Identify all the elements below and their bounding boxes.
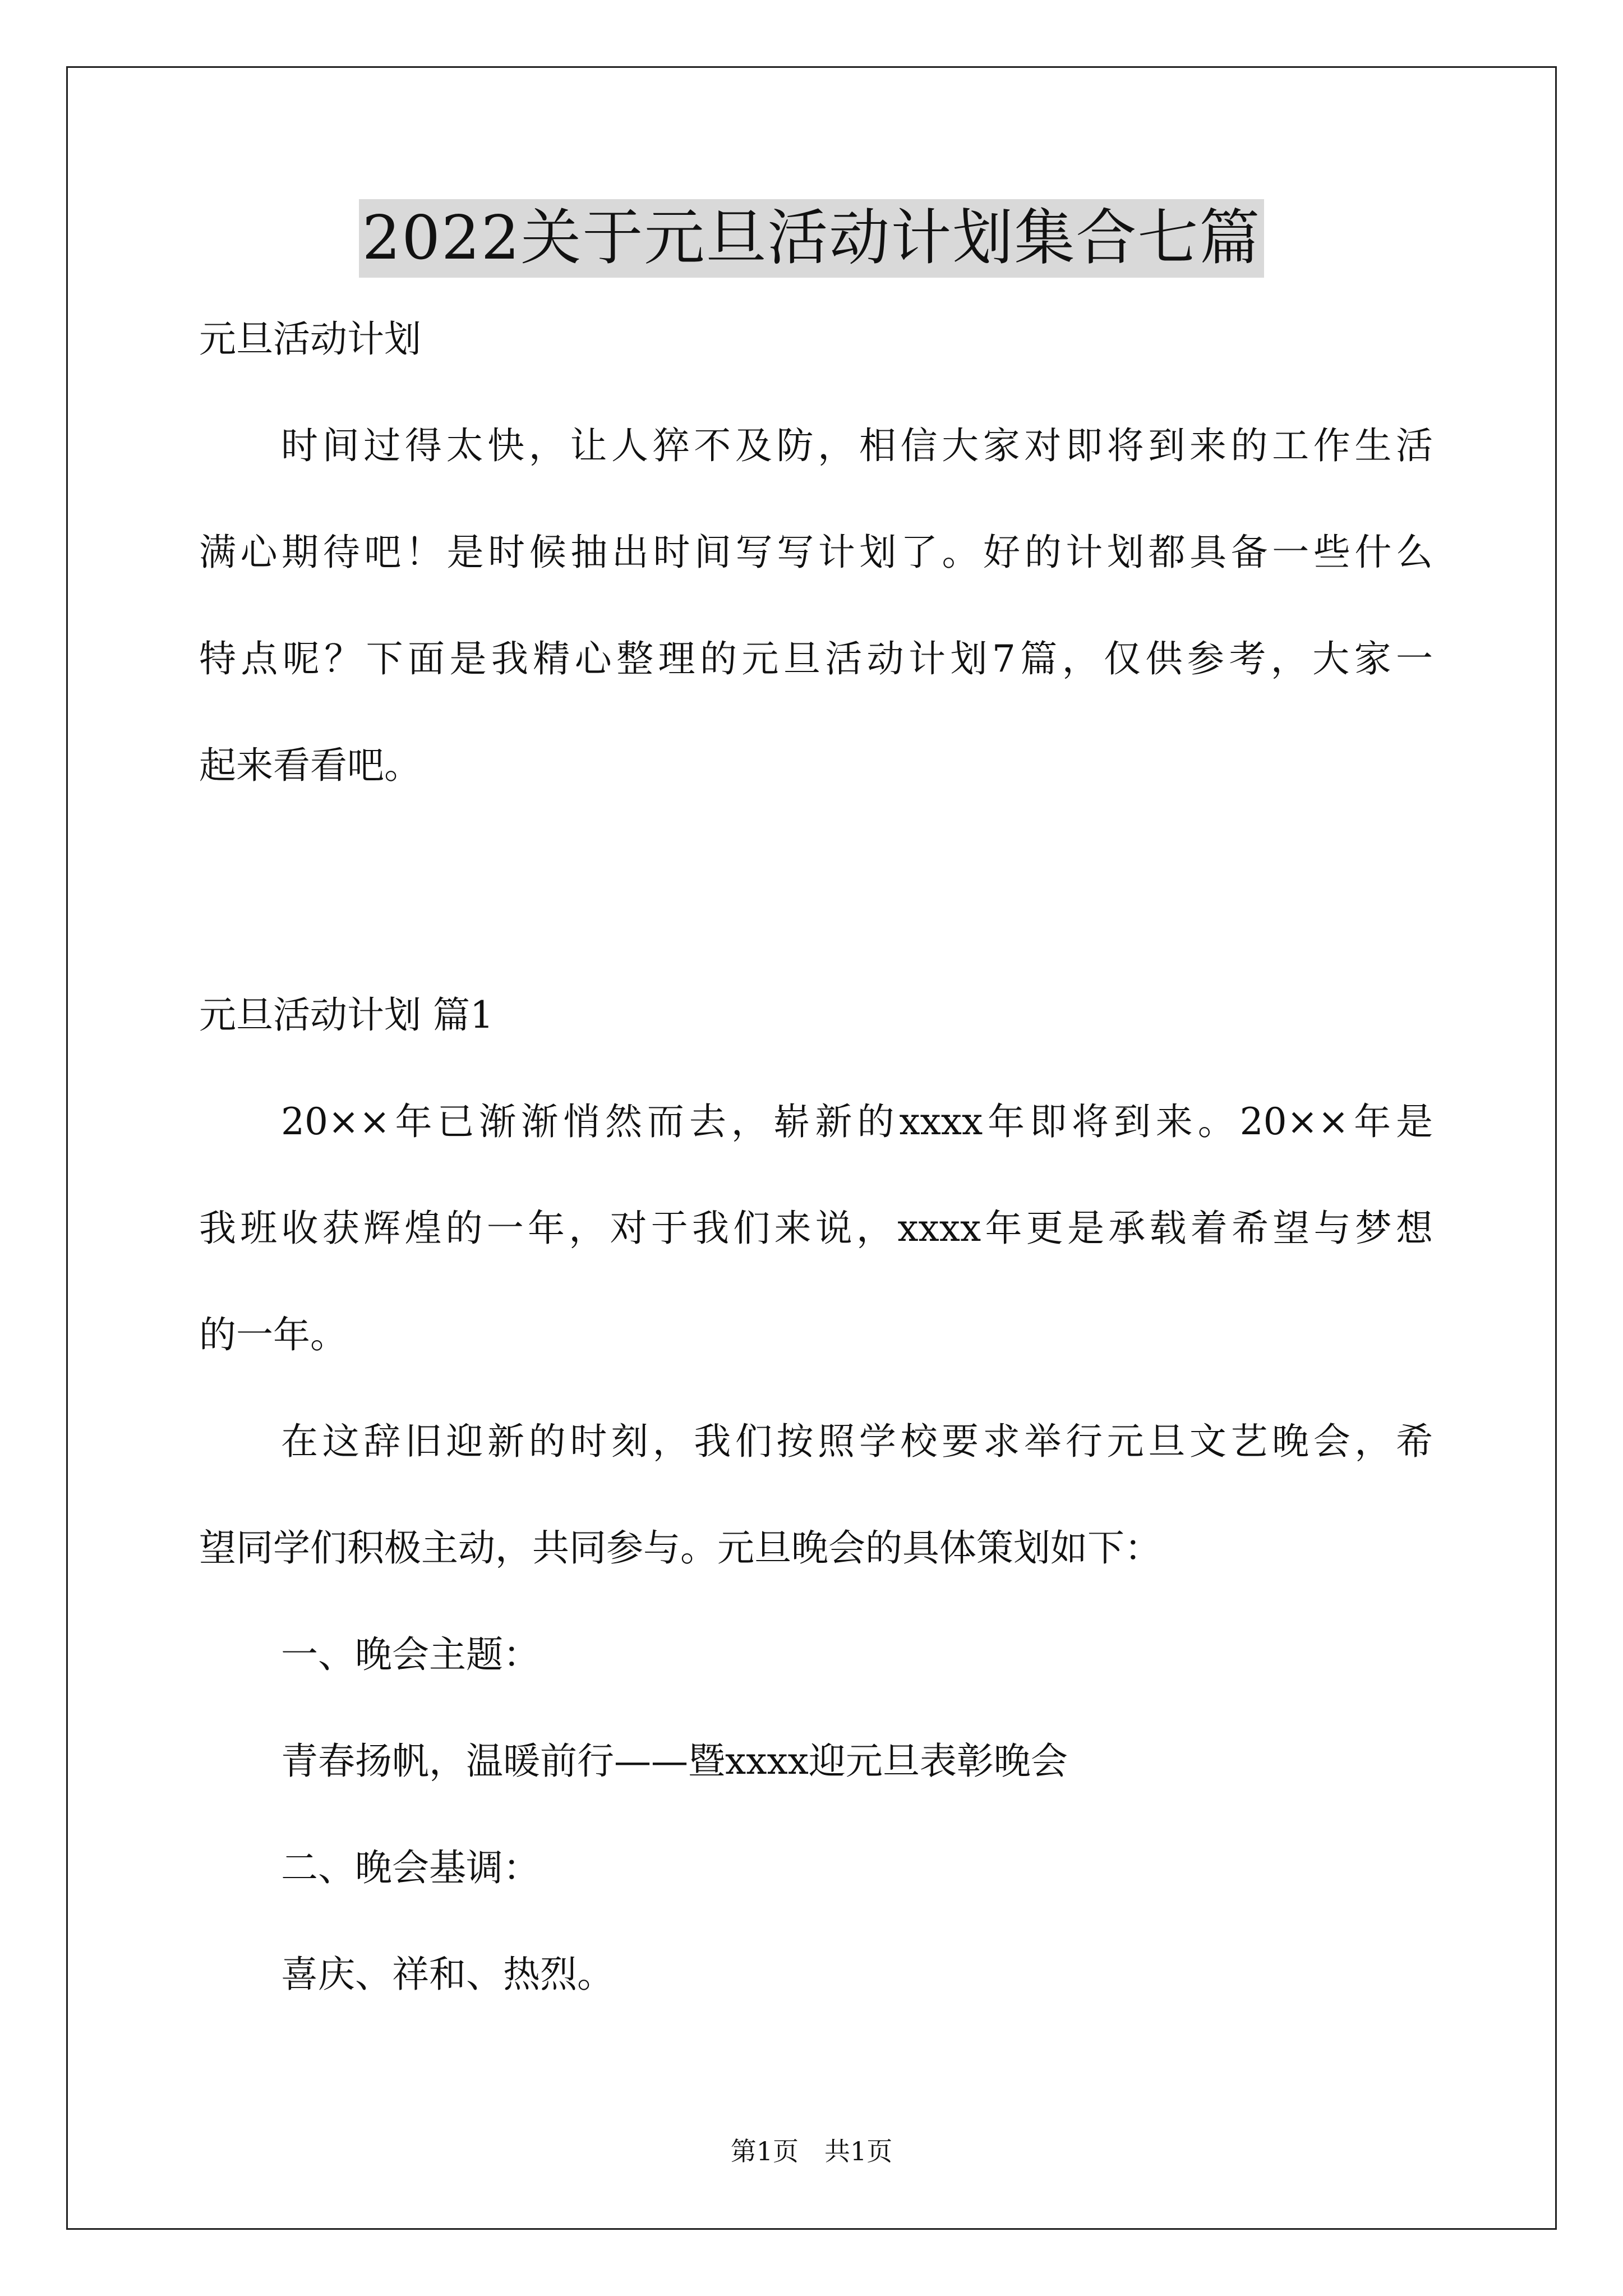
paragraph-line: 的一年。 <box>199 1313 347 1356</box>
list-heading: 一、晚会主题： <box>281 1633 540 1676</box>
paragraph-line: 望同学们积极主动，共同参与。元旦晚会的具体策划如下： <box>199 1526 1161 1570</box>
page-number: 第1页 <box>730 2136 799 2166</box>
paragraph-line: 时间过得太快，让人猝不及防，相信大家对即将到来的工作生活 <box>281 424 1433 467</box>
section-heading: 元旦活动计划 篇1 <box>199 993 494 1037</box>
paragraph-line: 满心期待吧！是时候抽出时间写写计划了。好的计划都具备一些什么 <box>199 531 1433 574</box>
paragraph-line: 在这辞旧迎新的时刻，我们按照学校要求举行元旦文艺晚会，希 <box>281 1420 1433 1463</box>
paragraph-line: 20××年已渐渐悄然而去，崭新的xxxx年即将到来。20××年是 <box>281 1100 1433 1143</box>
paragraph-line: 特点呢？下面是我精心整理的元旦活动计划7篇，仅供参考，大家一 <box>199 637 1433 680</box>
paragraph-line: 喜庆、祥和、热烈。 <box>281 1953 614 1996</box>
page-total: 共1页 <box>824 2136 893 2166</box>
section-heading: 元旦活动计划 <box>199 318 421 361</box>
title-container <box>0 199 1623 278</box>
paragraph-line: 我班收获辉煌的一年，对于我们来说，xxxx年更是承载着希望与梦想 <box>199 1207 1433 1250</box>
paragraph-line: 青春扬帆，温暖前行——暨xxxx迎元旦表彰晚会 <box>281 1740 1068 1783</box>
list-heading: 二、晚会基调： <box>281 1846 540 1889</box>
page-footer <box>0 2134 1623 2168</box>
document-title: 2022关于元旦活动计划集合七篇 <box>359 199 1265 278</box>
paragraph-line: 起来看看吧。 <box>199 744 421 787</box>
page-border <box>66 66 1557 2230</box>
